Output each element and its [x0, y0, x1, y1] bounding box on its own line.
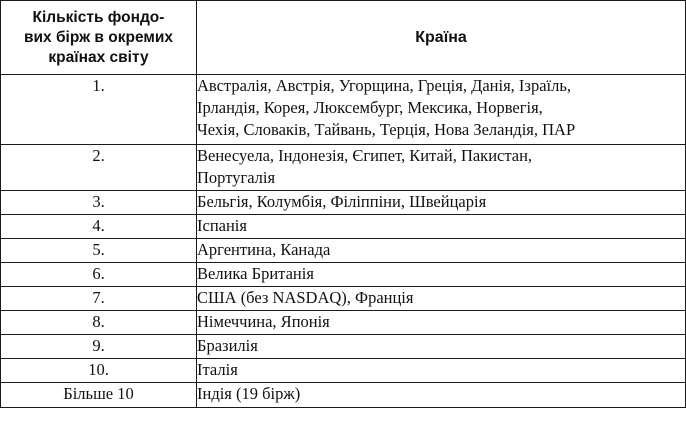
row-countries-cell: Іспанія [197, 215, 686, 239]
row-count-cell: 4. [1, 215, 197, 239]
table-row [1, 287, 686, 311]
row-countries-cell: США (без NASDAQ), Франція [197, 287, 686, 311]
row-count-cell: 8. [1, 311, 197, 335]
row-countries-cell: Аргентина, Канада [197, 239, 686, 263]
countries-line: Австралія, Австрія, Угорщина, Греція, Данія, Ізраїль, [197, 76, 571, 95]
countries-line: Португалія [197, 168, 276, 187]
table-row [1, 383, 686, 408]
row-countries-cell: Велика Британія [197, 263, 686, 287]
row-count-cell: 10. [1, 359, 197, 383]
row-countries-cell: Бельгія, Колумбія, Філіппіни, Швейцарія [197, 191, 686, 215]
countries-line: Ірландія, Корея, Люксембург, Мексика, Норвегія, [197, 98, 543, 117]
row-countries-cell [197, 145, 686, 191]
row-count-cell: 9. [1, 335, 197, 359]
row-count-cell: 2. [1, 145, 197, 191]
table-row [1, 75, 686, 145]
table-row [1, 145, 686, 191]
row-count-cell: 3. [1, 191, 197, 215]
row-count-cell: Більше 10 [1, 383, 197, 408]
row-countries-cell: Індія (19 бірж) [197, 383, 686, 408]
table-row [1, 215, 686, 239]
row-countries-cell: Бразилія [197, 335, 686, 359]
row-count-cell: 1. [1, 75, 197, 145]
header-country: Країна [197, 1, 686, 75]
row-countries-cell: Італія [197, 359, 686, 383]
table-row [1, 359, 686, 383]
header-exchange-count [1, 1, 197, 75]
header-count-line: вих бірж в окремих [24, 28, 173, 46]
countries-line: Венесуела, Індонезія, Єгипет, Китай, Пакистан, [197, 146, 533, 165]
header-count-line: країнах світу [48, 48, 149, 66]
table-row [1, 311, 686, 335]
row-countries-cell: Німеччина, Японія [197, 311, 686, 335]
table-row [1, 239, 686, 263]
table-header-row [1, 1, 686, 75]
row-countries-cell [197, 75, 686, 145]
table-row [1, 263, 686, 287]
row-count-cell: 7. [1, 287, 197, 311]
countries-line: Чехія, Словаків, Тайвань, Терція, Нова Зеландія, ПАР [197, 120, 576, 139]
header-count-line: Кількість фондо- [32, 8, 165, 26]
table-row [1, 191, 686, 215]
row-count-cell: 5. [1, 239, 197, 263]
row-count-cell: 6. [1, 263, 197, 287]
table-row [1, 335, 686, 359]
